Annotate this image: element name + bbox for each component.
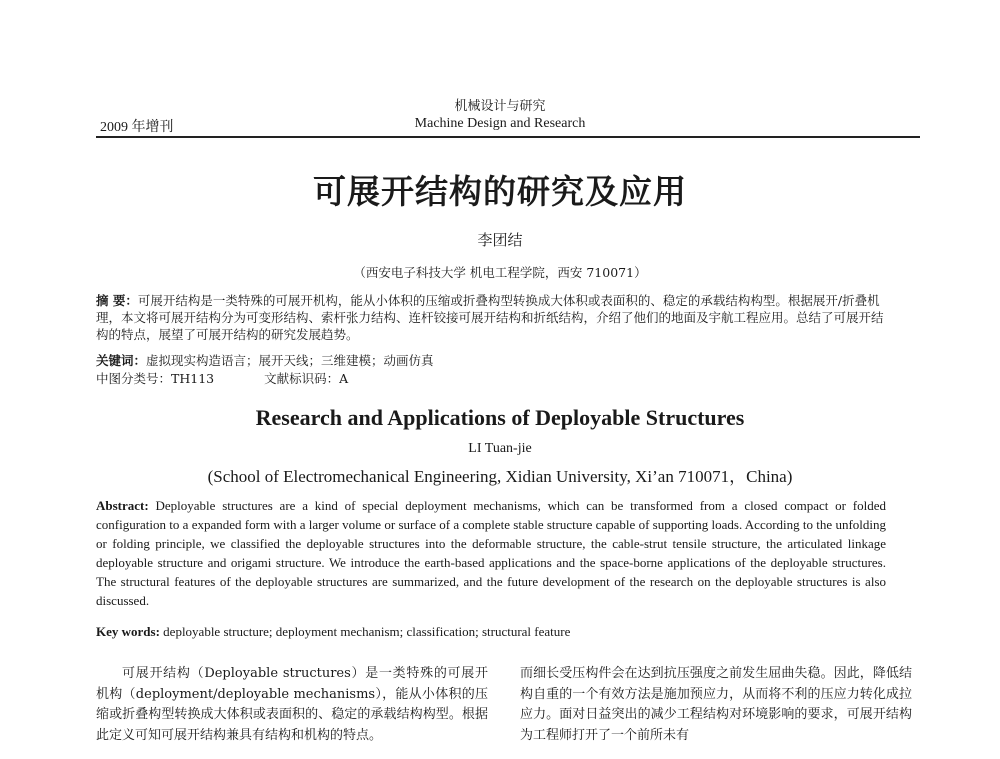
keywords-label-en: Key words: (96, 624, 160, 639)
body-column-left: 可展开结构（Deployable structures）是一类特殊的可展开机构（deployment/deployable mechanisms），能从小体积的压缩或折叠构型转换成大体积或表面积的、稳定的承载结构构型。根据此定义可知可展开结构兼具有结构和机构的特点。 (96, 666, 488, 743)
journal-title-cn: 机械设计与研究 (454, 99, 546, 114)
abstract-text-en: Deployable structures are a kind of special deployment mechanisms, which can be transformed from a closed compact or folded configuration to a expanded form with a larger volume or surface of a complete stable structure capable of supporting loads. According to the unfolding or folding principle, we classified the deployable structures into the deformable structure, the cable-strut tensile structure, the articulated linkage deployable structure and origami structure. We introduce the earth-based applications and the space-borne applications of the deployable structures. The structural features of the deployable structures are summarized, and the future development of the research on the deployable structures is also discussed. (96, 498, 886, 608)
body-column-right: 而细长受压构件会在达到抗压强度之前发生屈曲失稳。因此，降低结构自重的一个有效方法是施加预应力，从而将不利的压应力转化成拉应力。面对日益突出的减少工程结构对环境影响的要求，可展开结构为工程师打开了一个前所未有 (520, 666, 912, 743)
keywords-en (96, 622, 886, 641)
affiliation-cn: （西安电子科技大学 机电工程学院，西安 710071） (353, 265, 647, 280)
classification-line (96, 370, 886, 387)
issue-label: 2009 年增刊 (100, 120, 174, 135)
author-cn: 李团结 (477, 231, 523, 249)
keywords-text-cn: 虚拟现实构造语言；展开天线；三维建模；动画仿真 (146, 353, 434, 368)
journal-title-en: Machine Design and Research (414, 116, 586, 131)
abstract-en (96, 496, 886, 610)
author-en: LI Tuan-jie (468, 441, 532, 456)
document-code: 文献标识码：A (264, 371, 349, 386)
article-title-cn: 可展开结构的研究及应用 (313, 172, 687, 211)
abstract-label-cn: 摘 要： (96, 293, 138, 308)
abstract-cn (96, 292, 886, 343)
affiliation-en: (School of Electromechanical Engineering, Xidian University, Xi’an 710071，China) (207, 467, 793, 486)
keywords-text-en: deployable structure; deployment mechanism; classification; structural feature (163, 624, 571, 639)
abstract-text-cn: 可展开结构是一类特殊的可展开机构，能从小体积的压缩或折叠构型转换成大体积或表面积的、稳定的承载结构构型。根据展开/折叠机理，本文将可展开结构分为可变形结构、索杆张力结构、连杆铰接可展开结构和折纸结构，介绍了他们的地面及宇航工程应用。总结了可展开结构的特点，展望了可展开结构的研究发展趋势。 (96, 293, 884, 342)
keywords-label-cn: 关键词： (96, 353, 147, 368)
keywords-cn (96, 352, 886, 369)
header-rule (96, 136, 920, 138)
classification-code: 中图分类号：TH113 (96, 371, 215, 386)
abstract-label-en: Abstract: (96, 498, 149, 513)
article-title-en: Research and Applications of Deployable Structures (255, 405, 745, 430)
